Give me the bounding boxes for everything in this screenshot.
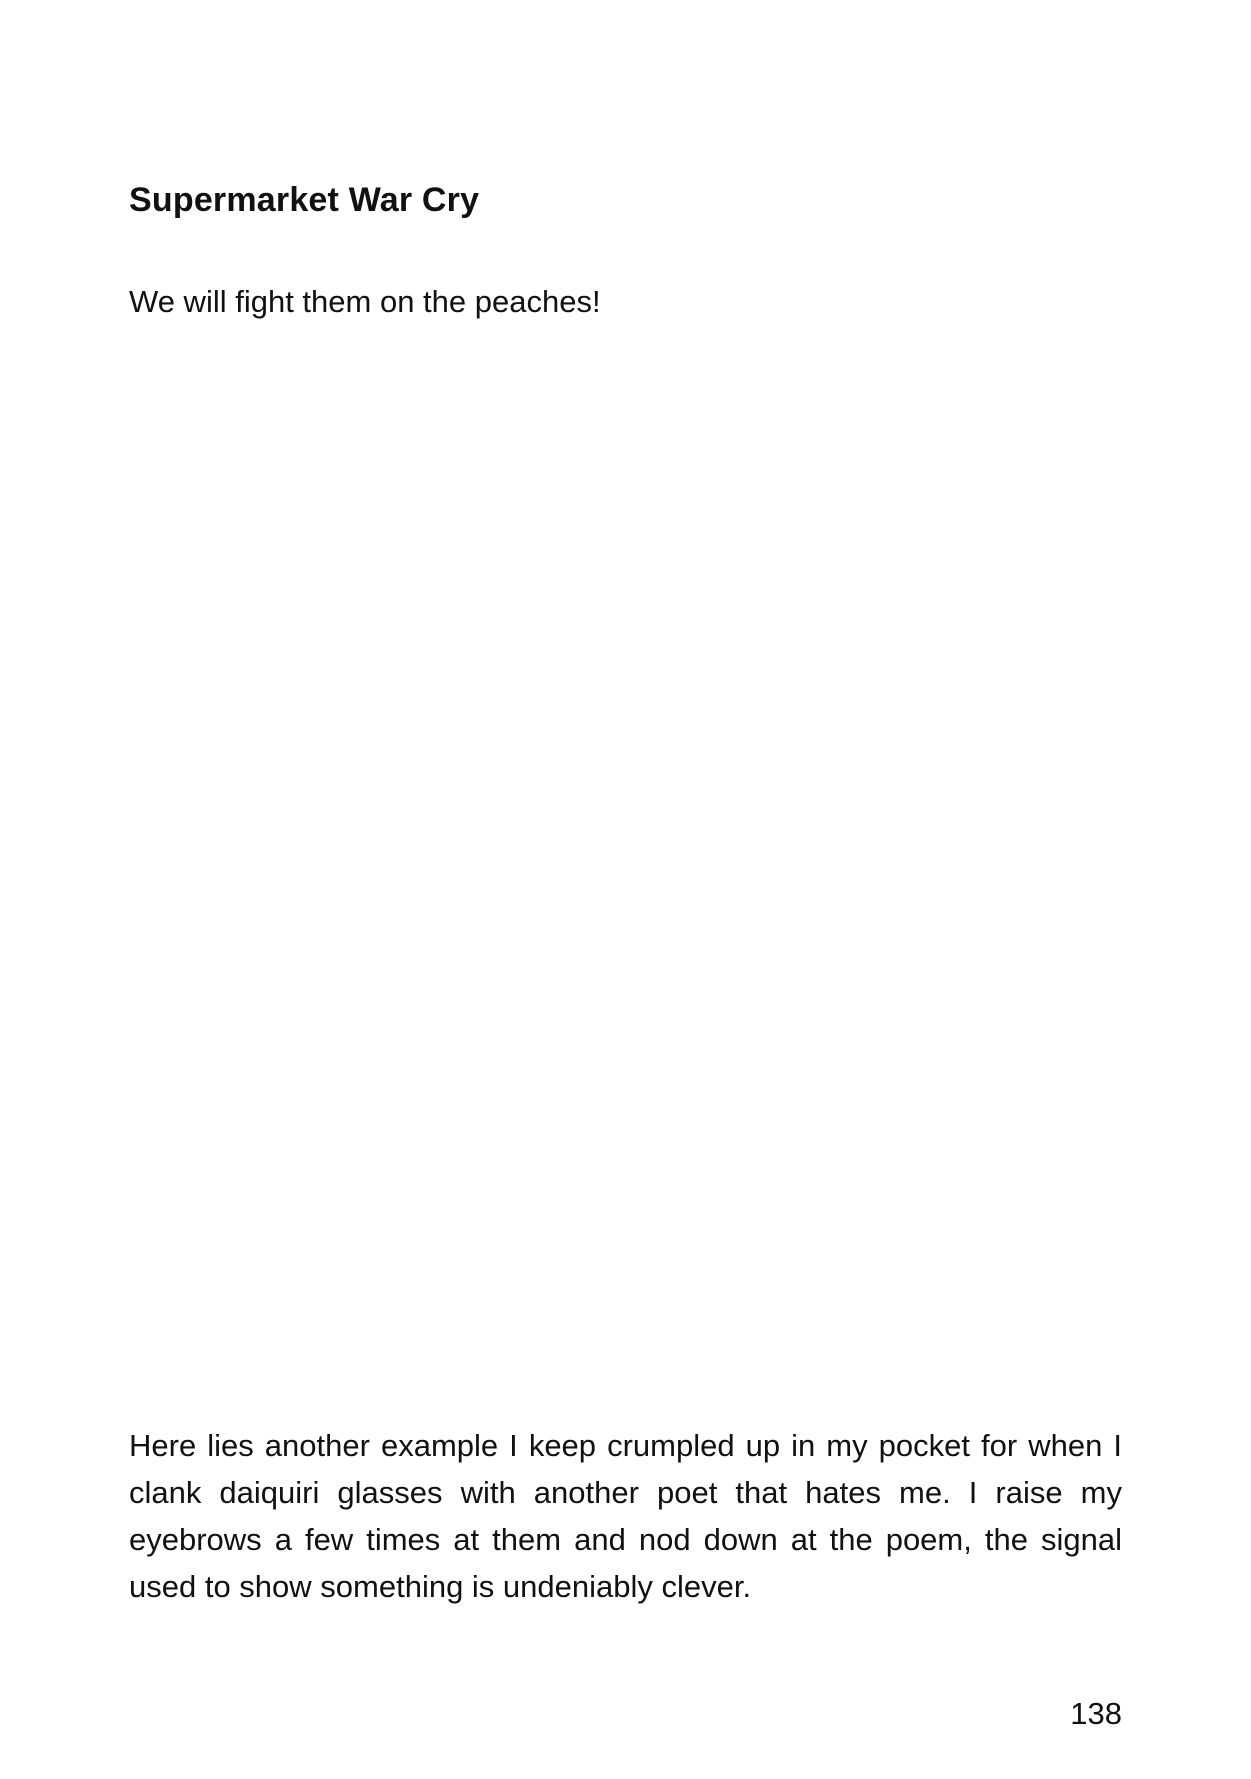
poem-title: Supermarket War Cry — [129, 181, 480, 219]
page-number: 138 — [1070, 1696, 1122, 1731]
commentary-paragraph: Here lies another example I keep crumpled up in my pocket for when I clank daiquiri glasses with another poet that hates me. I raise my eyebrows a few times at them and nod down at the poem, the signal used to show something is undeniably clever. — [129, 1428, 1122, 1604]
poem-line: We will fight them on the peaches! — [129, 284, 601, 319]
